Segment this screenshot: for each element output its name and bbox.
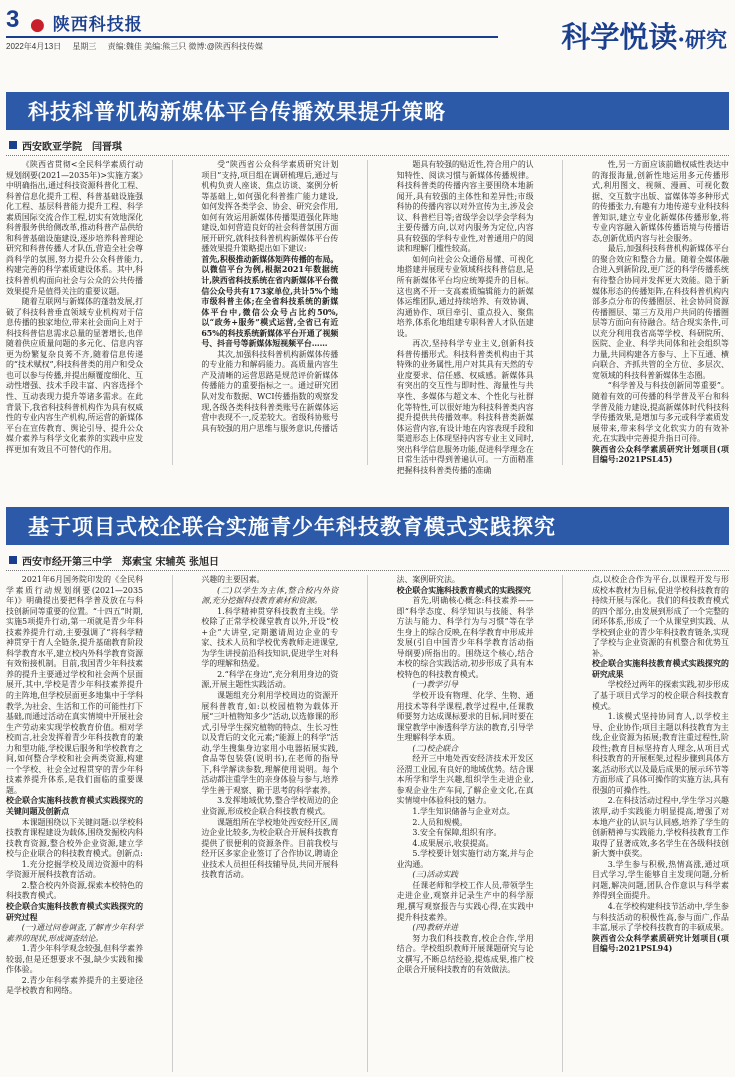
- issue-editors: 责编:魏佳 美编:熊三只 微博:@陕西科技传媒: [107, 42, 263, 51]
- paragraph: 5.学校要计划实施行动方案,并与企业沟通。: [396, 849, 534, 869]
- article2-divider: [6, 570, 729, 571]
- section-title: [561, 15, 727, 56]
- column-rule: [562, 160, 563, 465]
- section-name: 科学悦读: [561, 20, 678, 54]
- article2-column-4: [592, 575, 729, 1072]
- paragraph: (四)教研并进: [412, 923, 459, 933]
- logo-dot-icon: ●: [30, 15, 46, 35]
- issue-weekday: 星期三: [72, 42, 97, 51]
- paragraph: 法、案例研究法。: [396, 575, 460, 584]
- paragraph: 1.该模式坚持协同育人,以学校主导、企业协作;项目主题以科技教育为主线,企业资源为拓展;教育注重过程性,阶段性;教育目标坚持育人理念,从项目式科技教育的开展框架,过程步骤到具体方案,活动形式以及最后成果的展示环节等方面形成了具体可操作的实施方法,具有很强的可操作性。: [591, 712, 729, 795]
- paragraph: 4.成果展示,收获提高。: [412, 838, 494, 848]
- paragraph: 点,以校企合作为平台,以课程开发与形成校本教材为目标,促进学校科技教育的持续开展与深化。我们的科技教育模式的四个部分,由发展到形成了一个完整的闭环体系,形成了一个从课堂到实践、从学校到企业的青少年科技教育链条,实现了学校与企业资源的有机整合和优势互补。: [591, 575, 729, 658]
- paragraph: 2.“科学在身边”,充分利用身边的资源,开展主题性实践活动。: [201, 669, 339, 690]
- article2-title: 基于项目式校企联合实施青少年科技教育模式实践探究: [6, 507, 729, 545]
- paragraph: 题具有较强的贴近性,符合用户的认知特性、阅读习惯与新媒体传播规律。科技科普类的传播内容主要围绕本地新闻开,具有较强的主体性和差异性;市级科协的传播内容以对外宣传为主,涉及会议、科普栏目等;省级学会以学会学科为主要传播方向,以对内服务为定位,内容具有较强的学科专业性,对普通用户的阅读和理解门槛性较高。: [396, 160, 534, 254]
- header-rule: [6, 36, 498, 38]
- column-rule: [367, 160, 368, 465]
- column-rule: [562, 575, 563, 1072]
- project-note: 陕西省公众科学素质研究计划项目(项目编号:2021PSL45): [591, 444, 729, 465]
- newspaper-logo: [30, 10, 143, 35]
- paragraph: 1.青少年科学观念较强,但科学素养较弱,但是还想要求不强,缺少实践和操作体验。: [6, 944, 143, 975]
- column-rule: [367, 575, 368, 1072]
- article2-column-2: [201, 575, 338, 1072]
- article1-divider: [6, 155, 729, 156]
- paragraph: 努力我们科技教育,校企合作,学用结合。学校组织教师开展课题研究与论文撰写,不断总结经验,提炼成果,推广校企联合开展科技教育的有效做法。: [396, 933, 534, 975]
- page-number: 3: [6, 6, 20, 33]
- paragraph: 4.在学校构建科技节活动中,学生参与科技活动的积极性高,参与面广,作品丰富,展示了学校科技教育的丰硕成果。: [591, 901, 729, 933]
- paragraph: 兴趣的主要因素。: [201, 575, 265, 584]
- article1-byline: [6, 137, 729, 153]
- paragraph: 如何向社会公众通俗易懂、可视化地搭建并展现专业领域科技科普信息,是所有新媒体平台均应统筹提升的目标。这也离不开一支高素质编辑能力的新媒体运维团队,通过持续培养、有效协调、沟通协作、项目牵引、重点投入、聚焦培养,体系化地组建专职科普人才队伍建设。: [396, 254, 534, 338]
- paragraph: (二)校企联合: [412, 743, 459, 753]
- article2-body: [6, 575, 729, 1072]
- paragraph: 本课题围绕以下关键问题:以学校科技教育课程建设为载体,围绕发掘校内科技教育资源,整合校外企业资源,建立学校与企业联合的科技教育模式。创新点:: [6, 817, 143, 859]
- paragraph: 1.科学精神贯穿科技教育主线。学校除了正常学校课堂教育以外,开设“校+企”大讲堂,定期邀请周边企业的专家、技术人员和学校优秀教师走进课堂,为学生讲授前沿科技知识,促进学生对科学的理解和热爱。: [201, 606, 339, 669]
- article1-body: [6, 160, 729, 475]
- paragraph: 2.整合校内外资源,探索本校特色的科技教育模式。: [6, 880, 143, 901]
- paragraph: 经开三中地处西安经济技术开发区泾渭工业园,有良好的地域优势。结合课本所学和学生兴趣,组织学生走进企业,参观企业生产车间,了解企业文化,在真实情境中体验科技的魅力。: [396, 754, 534, 806]
- paragraph: 《陕西省贯彻<全民科学素质行动规划纲要(2021—2035年)>实施方案》中明确指出,通过科技资源科普化工程、科普信息化提升工程、科普基础设施强化工程、基层科普能力提升工程、科学素质国际交流合作工程,切实有效地深化科普服务供给侧改革,推动科普产品供给和科普基础设施建设,逐步培养科普理论研究和科普传播人才队伍,营造全社会尊尚科学的氛围,努力提升公众科普能力,构建完善的科学素质建设体系。其中,科技科普机构面向社会与公众的公共传播效果提升是值得关注的重要议题。: [6, 160, 143, 296]
- column-rule: [172, 160, 173, 465]
- article2-authors: 郑索宝 宋辅英 张旭日: [122, 556, 219, 568]
- paragraph: 学校开设有物理、化学、生物、通用技术等科学课程,教学过程中,任课教师要努力达成课标要求的目标,同时要在课堂教学中渗透科学方法的教育,引导学生理解科学本质。: [396, 691, 534, 743]
- paragraph: 首先,明确核心概念:科技素养——即“科学态度、科学知识与技能、科学方法与能力、科学行为与习惯”等在学生身上的综合反映,在科学教育中形成并发展(引自中国青少年科学教育活动指导纲要)所指出的。围绕这个核心,结合本校的综合实践活动,初步形成了具有本校特色的科技教育模式。: [396, 596, 534, 679]
- paragraph: 课题组充分利用学校周边的资源开展科普教育,如:以校园植物为载体开展“三叶植物知多少”活动,以选修课的形式,引导学生探究植物的特点、生长习性以及背后的文化元素;“能源上的科学”活动,学生搜集身边家用小电器拓展实践,食品等包装袋(说明书),在老师的指导下,科学解读参数,理解使用说明。每个活动都注重学生的亲身体验与参与,培养学生善于观察、勤于思考的科学素养。: [201, 691, 339, 795]
- article2-byline: [6, 552, 729, 568]
- paragraph: 2021年6月国务院印发的《全民科学素质行动规划纲要(2021—2035年)》明确提出要把科学普及放在与科技创新同等重要的位置。“十四五”时期,实施5项提升行动,第一项就是青少年科技素养提升行动,主要强调了“将科学精神贯穿于育人全链条,提升基础教育阶段科学教育水平,建立校内外科学教育资源有效衔接机制。目前,我国青少年科技素养的提升主要通过学校和社会两个层面展开,其中,学校是青少年科技素养提升的主阵地,但学校层面更多地集中于学科教学,为社会、生活和工作的可能性打下基础,而通过活动在真实情境中开展社会生产劳动来实现学校教育价值。相对学校而言,社会发挥着青少年科技教育的兼力和型功能,学校课后服务和学校教育之间,如何整合学校和社会两类资源,构建一个学校、社会全过程贯穿的青少年科技素养提升体系,是我们面临的重要课题。: [6, 575, 143, 795]
- article1-column-3: [396, 160, 534, 475]
- paragraph: 课题组所在学校地处西安经开区,周边企业比较多,为校企联合开展科技教育提供了很便利的资源条件。目前我校与经开区多家企业签订了合作协议,聘请企业技术人员担任科技辅导员,共同开展科技教育活动。: [201, 817, 339, 880]
- byline-square-icon: [9, 556, 17, 564]
- subheading: 校企联合实施科技教育模式实践探究的研究成果: [591, 659, 729, 679]
- article1-author-org: 西安欧亚学院: [22, 141, 82, 153]
- paragraph: 随着互联网与新媒体的蓬勃发展,打破了科技科普垂直领域专业机构对于信息传播的独家地位,带来社会面向上对于科技科普信息需求总量的显著增长,也伴随着供应质量问题的多元化、信息内容更为纷繁复杂良莠不齐,随着信息传递的“技术赋权”,科技科普类的用户和受众也可以参与传播,并提出颠覆度细化、互动性增强、技术手段丰富、内容选择个性、互动表现力提升等诸多需求。在此背景下,我省科技科普机构作为具有权威性的专业内容生产机构,所运营的新媒体平台在宣传教育、舆论引导、提升公众媒介素养与科学文化素养的实践中应发挥更加有效且不可替代的作用。: [6, 297, 143, 454]
- paragraph: (一)通过问卷调查,了解青少年科学素养的现状,形成调查结论。: [6, 923, 143, 943]
- article1-column-2: [201, 160, 338, 465]
- article1-column-1: [6, 160, 143, 465]
- paragraph: 3.安全有保障,组织有序。: [412, 828, 502, 838]
- paragraph: 3.发挥地域优势,整合学校周边的企业资源,形成校企联合科技教育模式。: [201, 796, 339, 817]
- paragraph: 其次,加强科技科普机构新媒体传播的专业能力和解码能力。高质量内容生产及清晰的运营思路是规范评价新媒体传播能力的重要指标之一。通过研究团队对发布数据、WCI传播指数的观察发现,各级各类科技科普类账号在新媒体运营中表现不一,反差较大。省级科协账号具有较强的用户思维与服务意识,传播话: [201, 349, 339, 433]
- paragraph: 2.在科技活动过程中,学生学习兴趣浓厚,动手实践能力明显提高,增强了对本地产业的认识与认同感,培养了学生的创新精神与实践能力,学校科技教育工作取得了显著成效,多名学生在各级科技创新大赛中获奖。: [591, 796, 729, 859]
- paragraph: “科学普及与科技创新同等重要”。随着有效的可传播的科学普及平台和科学普及能力建设,提高新媒体时代科技科学传播效果,是增加与多元或科学素质发展带来,带来科学文化软实力的有效补充,在实践中完善提升指日可待。: [591, 381, 729, 444]
- byline-square-icon: [9, 141, 17, 149]
- article2-author-org: 西安市经开第三中学: [22, 556, 112, 568]
- article1-column-4: [592, 160, 729, 465]
- paragraph: 首先,积极推动新媒体矩阵传播的布局。以微信平台为例,根据2021年数据统计,陕西省科技系统在省内新媒体平台微信公众号共有173家单位,共计5%个地市级科普主体;在全省科技系统的新媒体平台中,微信公众号占比约50%,以“政务+服务”模式运营,全省已有近65%的科技系统新媒体平台开通了视频号、抖音号等新媒体短视频平台……: [201, 254, 339, 349]
- issue-meta: [6, 41, 272, 52]
- paragraph: 受“陕西省公众科学素质研究计划项目”支持,项目组在调研梳理后,通过与机构负责人座谈、焦点访谈、案例分析等基础上,如何强化科普推广能力建设,如何发挥各类学会、协会、研究会作用,如何有效运用新媒体传播渠道强化阵地建设,如何营造良好的社会科普氛围方面展开研究,就科技科普机构新媒体平台传播效果提升策略提出如下建议:: [201, 160, 339, 254]
- paragraph: 1.充分挖掘学校及周边资源中的科学资源开展科技教育活动。: [6, 859, 143, 880]
- page-header: [0, 0, 735, 58]
- paragraph: 性,另一方面应该前瞻权威性表达中的海报海量,创新性地运用多元传播形式,利用图文、视频、漫画、可视化数据、交互数字出版、富媒体等多种形式的传播张力,有趣有力地传递专业科技科普知识,建立专业化新媒体传播形象,将专业内容融入新媒体传播语境与传播语态,创新优质内容与社会服务。: [591, 160, 729, 243]
- paragraph: 3.学生参与积极,热情高涨,通过项目式学习,学生能够自主发现问题,分析问题,解决问题,团队合作意识与科学素养得到全面提升。: [591, 859, 729, 901]
- issue-date: 2022年4月13日: [6, 42, 62, 51]
- paragraph: (一)教学引导: [412, 680, 459, 690]
- paragraph: 再次,坚持科学专业主义,创新科技科普传播形式。科技科普类机构由于其特殊的业务属性,用户对其具有天然的专业度要求、信任感、权威感。新媒体具有突出的交互性与即时性、海量性与共享性、多媒体与超文本、个性化与社群化等特性,可以很好地为科技科普类内容提升提供共传播效率。科技科普类新媒体运营内容,有设计地在内容表现手段和渠道形态上体现坚持内容专业主义同时,突出科学信息服务功能,促进科学理念在日常生活中得到普遍认可。一方面精准把握科技科普类传播的准确: [396, 339, 534, 475]
- article1-author: 闫晋琪: [92, 141, 122, 153]
- project-note: 陕西省公众科学素质研究计划项目(项目编号:2021PSL94): [591, 933, 729, 954]
- article2-column-1: [6, 575, 143, 1072]
- article1-title: 科技科普机构新媒体平台传播效果提升策略: [6, 92, 729, 130]
- paragraph: 学校经过两年的探索实践,初步形成了基于项目式学习的校企联合科技教育模式。: [591, 680, 729, 711]
- paragraph: 最后,加强科技科普机构新媒体平台的聚合效应和整合力量。随着全媒体融合进入到新阶段,更广泛的科学传播系统有待整合协同并发挥更大效能。隐于新媒体形态的传播矩阵,在科技科普机构内部多点分布的传播圈层、社会协同资源传播圈层、第三方及用户共同的传播圈层等方面向有待融合。结合现实条件,可以充分利用我省高等学校、科研院所、医院、企业、科学共同体和社会组织等力量,共同构建各方参与、上下互通、横向联合、齐抓共管的全方位、多层次、宽领域的科技科普新媒体生态圈。: [591, 244, 729, 380]
- subheading: 校企联合实施科技教育模式实践探究的研究过程: [6, 901, 143, 922]
- subheading: 校企联合实施科技教育模式实践探究的关键问题及创新点: [6, 796, 143, 817]
- section-separator-icon: ·: [677, 27, 685, 53]
- article2-column-3: [397, 575, 534, 1072]
- paragraph: (二)以学生为主体,整合校内外资源,充分挖掘科技教育素材和资源。: [201, 585, 339, 606]
- column-rule: [172, 575, 173, 1072]
- paragraph: 1.学生知识储备与企业对点。: [412, 807, 515, 817]
- paragraph: 2.人员和规模。: [412, 817, 468, 827]
- subheading: 校企联合实施科技教育模式的实践探究: [396, 585, 531, 595]
- newspaper-name: 陕西科技报: [52, 15, 143, 35]
- paragraph: 任课老师和学校工作人员,带领学生走进企业,观察并记录生产中的科学原理,撰写观察报告与实践心得,在实践中提升科技素养。: [396, 880, 534, 922]
- paragraph: (三)活动实践: [412, 870, 459, 880]
- paragraph: 2.青少年科学素养提升的主要途径是学校教育和网络。: [6, 975, 143, 996]
- section-subname: 研究: [685, 27, 727, 52]
